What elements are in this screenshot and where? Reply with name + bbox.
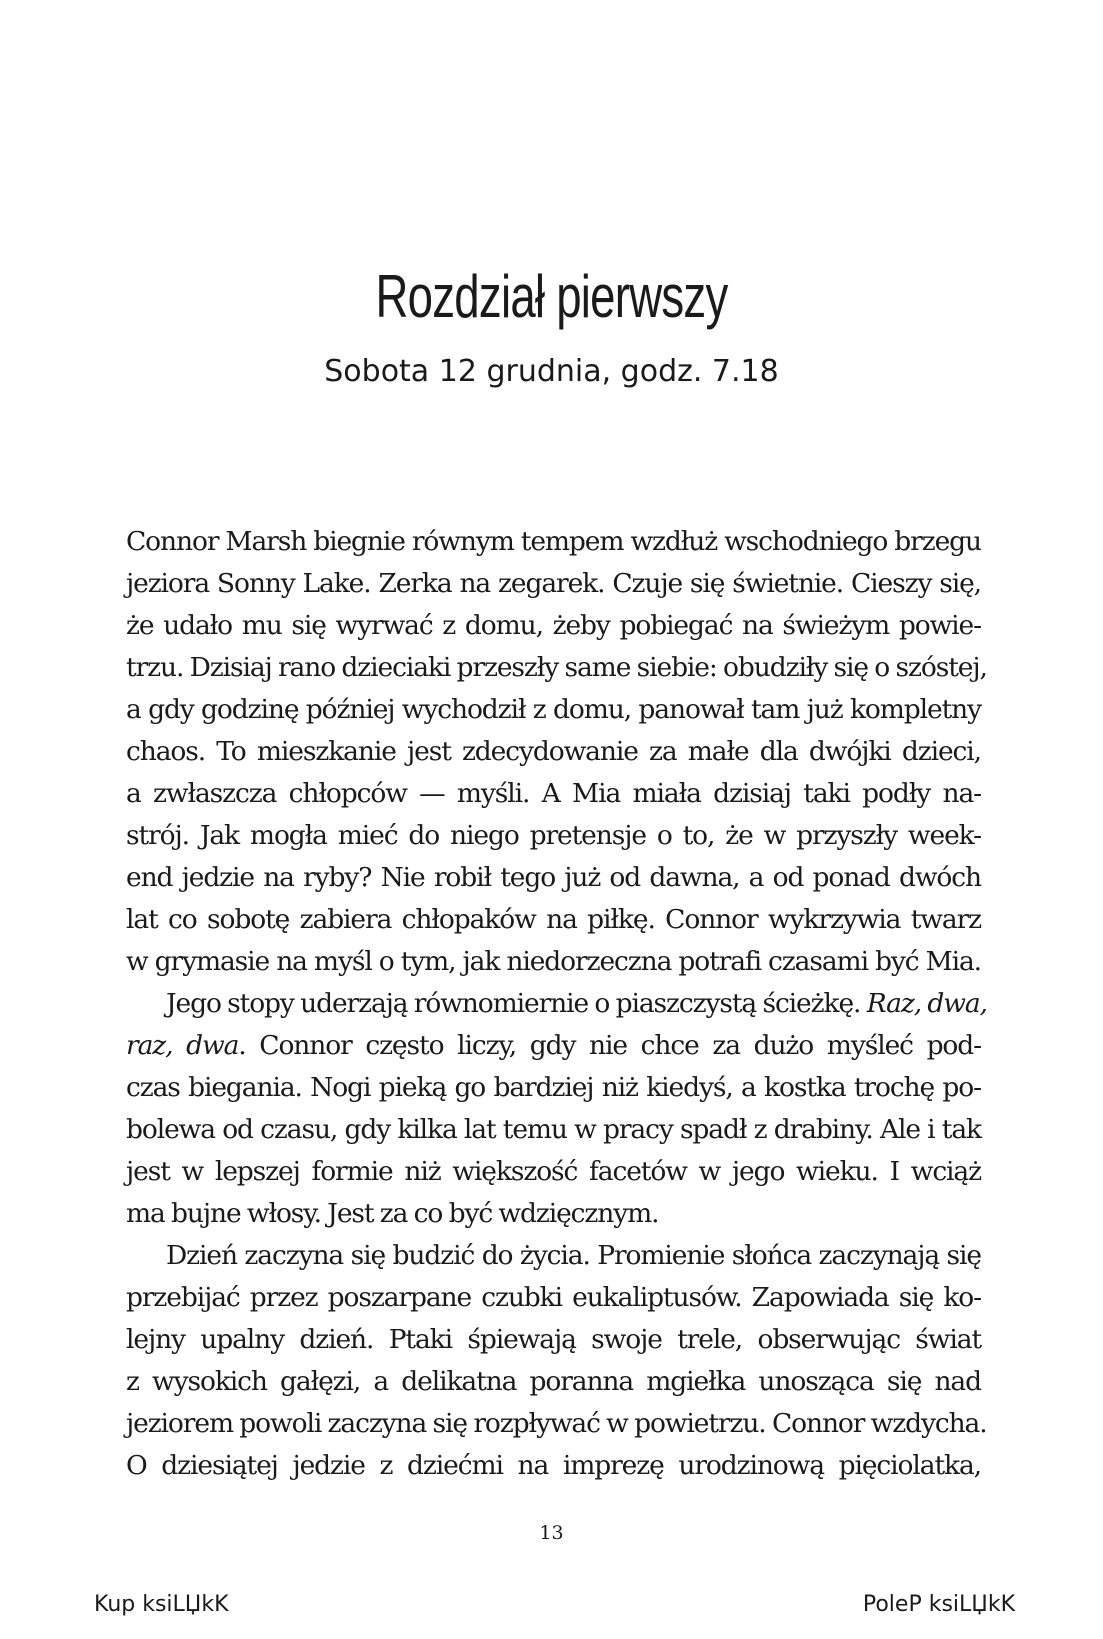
text-line: czas biegania. Nogi pieką go bardziej niż kiedyś, a kostka trochę po- [126, 1072, 981, 1103]
page-number: 13 [539, 1522, 564, 1544]
text-line: strój. Jak mogła mieć do niego pretensje o to, że w przyszły week- [126, 820, 981, 851]
text-line: lejny upalny dzień. Ptaki śpiewają swoje trele, obserwując świat [126, 1324, 981, 1355]
text-line: jeziorem powoli zaczyna się rozpływać w powietrzu. Connor wzdycha. [126, 1408, 987, 1439]
text-segment: Jego stopy uderzają równomiernie o piaszczystą ścieżkę. [166, 988, 867, 1019]
footer-buy-book-link[interactable]: Kup ksiLЏkK [94, 1592, 229, 1617]
text-line: jeziora Sonny Lake. Zerka na zegarek. Czuje się świetnie. Cieszy się, [126, 568, 981, 599]
text-line: ma bujne włosy. Jest za co być wdzięcznym. [126, 1198, 659, 1229]
text-line: w grymasie na myśl o tym, jak niedorzeczna potrafi czasami być Mia. [126, 946, 981, 977]
text-line: lat co sobotę zabiera chłopaków na piłkę. Connor wykrzywia twarz [126, 904, 981, 935]
text-segment: . Connor często liczy, gdy nie chce za dużo myśleć pod- [238, 1030, 982, 1061]
text-line: bolewa od czasu, gdy kilka lat temu w pracy spadł z drabiny. Ale i tak [126, 1114, 981, 1145]
italic-text: Raz, dwa, [866, 988, 987, 1019]
text-line: a gdy godzinę później wychodził z domu, panował tam już kompletny [126, 694, 981, 725]
chapter-subtitle: Sobota 12 grudnia, godz. 7.18 [324, 354, 779, 389]
text-line: z wysokich gałęzi, a delikatna poranna mgiełka unosząca się nad [126, 1366, 981, 1397]
text-line: O dziesiątej jedzie z dziećmi na imprezę urodzinową pięciolatka, [126, 1450, 981, 1481]
text-line: jest w lepszej formie niż większość facetów w jego wieku. I wciąż [126, 1156, 981, 1187]
text-line: a zwłaszcza chłopców — myśli. A Mia miała dzisiaj taki podły na- [126, 778, 981, 809]
chapter-title: Rozdział pierwszy [375, 263, 728, 330]
text-line: przebijać przez poszarpane czubki eukaliptusów. Zapowiada się ko- [126, 1282, 981, 1313]
text-line: chaos. To mieszkanie jest zdecydowanie za małe dla dwójki dzieci, [126, 736, 981, 767]
body-text [126, 521, 987, 1487]
paragraph-3 [126, 1235, 987, 1487]
text-line: że udało mu się wyrwać z domu, żeby pobiegać na świeżym powie- [126, 610, 981, 641]
footer-recommend-book-link[interactable]: PoleP ksiLЏkK [862, 1592, 1015, 1617]
paragraph-2 [126, 983, 987, 1235]
text-line [126, 983, 987, 1025]
text-line [126, 1025, 981, 1067]
text-line: trzu. Dzisiaj rano dzieciaki przeszły same siebie: obudziły się o szóstej, [126, 652, 987, 683]
text-line: Dzień zaczyna się budzić do życia. Promienie słońca zaczynają się [166, 1240, 981, 1271]
italic-text: raz, dwa [126, 1030, 239, 1061]
paragraph-1 [126, 521, 987, 983]
text-line: Connor Marsh biegnie równym tempem wzdłuż wschodniego brzegu [126, 526, 981, 557]
text-line: end jedzie na ryby? Nie robił tego już od dawna, a od ponad dwóch [126, 862, 981, 893]
